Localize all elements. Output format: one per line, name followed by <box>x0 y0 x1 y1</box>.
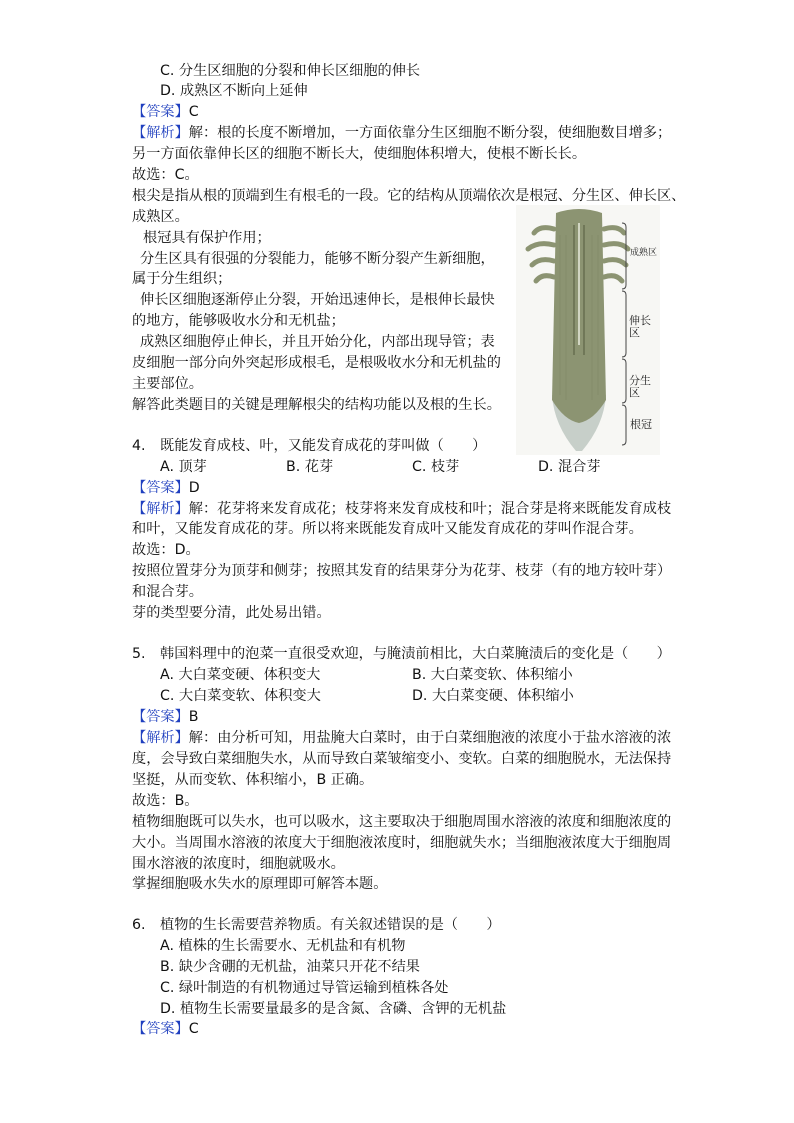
q3-analysis-line-2: 另一方面依靠伸长区的细胞不断长大，使细胞体积增大，使根不断长长。 <box>132 146 587 162</box>
q3-choose: 故选：C。 <box>132 167 199 183</box>
q3-expl-3: 根冠具有保护作用； <box>143 230 271 246</box>
q5-stem <box>132 645 671 664</box>
analysis-text: 解：花芽将来发育成花；枝芽将来发育成枝和叶；混合芽是将来既能发育成枝 <box>188 501 672 517</box>
answer-tag: 【答案】 <box>132 480 189 496</box>
q5-choose: 故选：B。 <box>132 793 199 809</box>
q4-answer <box>132 479 200 498</box>
analysis-tag: 【解析】 <box>132 501 189 517</box>
q5-expl-2: 大小。当周围水溶液的浓度大于细胞液浓度时，细胞就失水；当细胞液浓度大于细胞周 <box>132 835 672 851</box>
answer-tag: 【答案】 <box>132 1021 189 1037</box>
label-root-cap: 根冠 <box>630 418 652 431</box>
question-number: 5. <box>132 646 146 662</box>
q4-option-b: B. 花芽 <box>286 459 334 475</box>
q4-expl-2: 和混合芽。 <box>132 584 203 600</box>
q4-analysis-line-1 <box>132 500 671 519</box>
q3-answer <box>132 103 199 122</box>
q3-option-c: C. 分生区细胞的分裂和伸长区细胞的伸长 <box>160 63 421 79</box>
q5-expl-4: 掌握细胞吸水失水的原理即可解答本题。 <box>132 876 388 892</box>
q4-option-c: C. 枝芽 <box>412 459 460 475</box>
q3-expl-6: 伸长区细胞逐渐停止分裂，开始迅速伸长，是根伸长最快 <box>140 292 495 308</box>
q3-option-d: D. 成熟区不断向上延伸 <box>160 83 308 99</box>
label-meristem-zone: 分生区 <box>629 374 651 399</box>
q3-analysis-line-1 <box>132 124 671 143</box>
q3-expl-2: 成熟区。 <box>132 209 189 225</box>
q3-expl-4: 分生区具有很强的分裂能力，能够不断分裂产生新细胞， <box>140 251 495 267</box>
q4-stem <box>132 437 486 456</box>
q5-option-b: B. 大白菜变软、体积缩小 <box>412 667 573 683</box>
q3-expl-5: 属于分生组织； <box>132 271 232 287</box>
q5-answer <box>132 708 199 727</box>
question-text: 植物的生长需要营养物质。有关叙述错误的是（ ） <box>160 917 501 933</box>
q6-option-a: A. 植株的生长需要水、无机盐和有机物 <box>160 938 406 954</box>
q3-expl-8: 成熟区细胞停止伸长，并且开始分化，内部出现导管；表 <box>140 334 495 350</box>
root-tip-figure <box>516 205 660 455</box>
q6-answer <box>132 1020 199 1039</box>
analysis-text: 解：根的长度不断增加，一方面依靠分生区细胞不断分裂，使细胞数目增多； <box>188 125 672 141</box>
answer-value: C <box>188 104 199 120</box>
q4-analysis-line-2: 和叶，又能发育成花的芽。所以将来既能发育成叶又能发育成花的芽叫作混合芽。 <box>132 521 643 537</box>
q6-option-d: D. 植物生长需要量最多的是含氮、含磷、含钾的无机盐 <box>160 1001 507 1017</box>
answer-value: C <box>188 1021 199 1037</box>
answer-value: B <box>188 709 199 725</box>
q4-option-a: A. 顶芽 <box>160 459 207 475</box>
question-number: 6. <box>132 917 146 933</box>
q5-expl-1: 植物细胞既可以失水，也可以吸水，这主要取决于细胞周围水溶液的浓度和细胞浓度的 <box>132 814 672 830</box>
answer-value: D <box>188 480 200 496</box>
analysis-tag: 【解析】 <box>132 730 189 746</box>
analysis-text: 解：由分析可知，用盐腌大白菜时，由于白菜细胞液的浓度小于盐水溶液的浓 <box>188 730 672 746</box>
question-number: 4. <box>132 438 146 454</box>
q4-choose: 故选：D。 <box>132 542 200 558</box>
analysis-tag: 【解析】 <box>132 125 189 141</box>
q3-expl-1: 根尖是指从根的顶端到生有根毛的一段。它的结构从顶端依次是根冠、分生区、伸长区、 <box>132 188 686 204</box>
answer-tag: 【答案】 <box>132 709 189 725</box>
q6-option-c: C. 绿叶制造的有机物通过导管运输到植株各处 <box>160 980 449 996</box>
q5-expl-3: 围水溶液的浓度时，细胞就吸水。 <box>132 856 345 872</box>
q6-stem <box>132 916 501 935</box>
q5-analysis-line-3: 坚挺，从而变软、体积缩小，B 正确。 <box>132 772 374 788</box>
answer-tag: 【答案】 <box>132 104 189 120</box>
q5-analysis-line-2: 度，会导致白菜细胞失水，从而导致白菜皱缩变小、变软。白菜的细胞脱水，无法保持 <box>132 751 672 767</box>
label-elongation-zone: 伸长区 <box>629 314 651 339</box>
q3-expl-7: 的地方，能够吸收水分和无机盐； <box>132 313 345 329</box>
q5-option-d: D. 大白菜变硬、体积缩小 <box>412 688 574 704</box>
q5-option-c: C. 大白菜变软、体积变大 <box>160 688 321 704</box>
question-text: 韩国料理中的泡菜一直很受欢迎，与腌渍前相比，大白菜腌渍后的变化是（ ） <box>160 646 671 662</box>
q4-expl-1: 按照位置芽分为顶芽和侧芽；按照其发育的结果芽分为花芽、枝芽（有的地方较叶芽） <box>132 563 672 579</box>
q4-option-d: D. 混合芽 <box>538 459 601 475</box>
q3-expl-10: 主要部位。 <box>132 376 203 392</box>
label-mature-zone: 成熟区 <box>630 248 658 258</box>
q3-expl-11: 解答此类题目的关键是理解根尖的结构功能以及根的生长。 <box>132 397 501 413</box>
question-text: 既能发育成枝、叶，又能发育成花的芽叫做（ ） <box>160 438 487 454</box>
q5-option-a: A. 大白菜变硬、体积变大 <box>160 667 321 683</box>
q3-expl-9: 皮细胞一部分向外突起形成根毛，是根吸收水分和无机盐的 <box>132 355 501 371</box>
q4-expl-3: 芽的类型要分清，此处易出错。 <box>132 605 331 621</box>
q6-option-b: B. 缺少含硼的无机盐，油菜只开花不结果 <box>160 959 420 975</box>
q5-analysis-line-1 <box>132 729 671 748</box>
